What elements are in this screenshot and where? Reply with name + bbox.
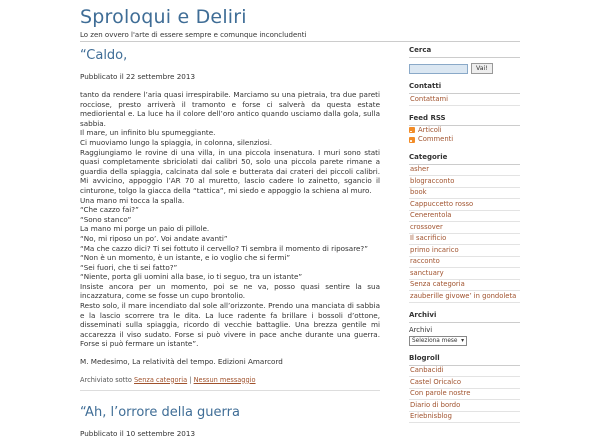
post-paragraph: “Niente, porta gli uomini alla base, io ti seguo, tra un istante” — [80, 272, 303, 282]
post-paragraph: La mano mi porge un paio di pillole. — [80, 224, 210, 234]
post-title[interactable]: “Caldo, — [80, 48, 128, 63]
meta-separator: | — [189, 375, 192, 384]
blogroll-list — [409, 366, 520, 424]
list-item[interactable]: Cappuccetto rosso — [409, 199, 520, 211]
post-paragraph: “Sei fuori, che ti sei fatto?” — [80, 262, 178, 272]
post-paragraph: Una mano mi tocca la spalla. — [80, 195, 185, 205]
categorie-list — [409, 165, 520, 303]
list-item[interactable]: primo incarico — [409, 245, 520, 257]
list-item[interactable]: racconto — [409, 257, 520, 269]
post-paragraph: Ci muoviamo lungo la spiaggia, in colonna, silenziosi. — [80, 137, 273, 147]
post-paragraph: tanto da rendere l’aria quasi irrespirabile. Marciamo su una pietraia, tra due pareti rocciose, presto arriverà il tramonto e forse ci salverà da questa estate medioriental e. La luce ha il colore dell’oro antico quando usciamo dalla gola, sulla sabbia. — [80, 90, 380, 128]
comments-link[interactable]: Nessun messaggio — [193, 375, 256, 384]
post-paragraph: Resto solo, il mare incendiato dal sole all’orizzonte. Prendo una manciata di sabbia e la lascio scorrere tra le dita. La luce radente fa brillare i bossoli d’ottone, disseminati sulla spiaggia, ricordo di vecchie battaglie. Una brezza gentile mi accarezza il viso sudato. Forse si può vivere in pace anche durante una guerra. Forse si può fermare un istante”. — [80, 301, 380, 349]
post-meta — [80, 376, 380, 391]
post-paragraph: “Sono stanco” — [80, 214, 132, 224]
archivi-select[interactable] — [409, 336, 467, 346]
feed-item[interactable] — [409, 126, 520, 136]
list-item[interactable]: Eriebnisblog — [409, 412, 520, 424]
post-date: Pubblicato il 10 settembre 2013 — [80, 428, 196, 438]
category-link[interactable]: Senza categoria — [134, 375, 188, 384]
list-item[interactable]: asher — [409, 165, 520, 177]
archivi-heading: Archivi — [409, 311, 520, 323]
list-item[interactable]: sanctuary — [409, 268, 520, 280]
list-item[interactable]: book — [409, 188, 520, 200]
blogroll-heading: Blogroll — [409, 354, 520, 366]
post-paragraph: Insiste ancora per un momento, poi se ne va, posso quasi sentire la sua incazzatura, come se fosse un cupo brontolio. — [80, 281, 380, 301]
chevron-down-icon: ▾ — [461, 337, 464, 344]
sidebar — [409, 46, 520, 423]
post-body — [80, 90, 380, 367]
contatti-list — [409, 94, 520, 106]
post-title[interactable]: “Ah, l’orrore della guerra — [80, 404, 240, 420]
search-heading: Cerca — [409, 46, 520, 58]
search-input[interactable] — [409, 64, 468, 74]
list-item[interactable]: Contattami — [409, 94, 520, 106]
search-form — [409, 63, 520, 74]
post-paragraph: Il mare, un infinito blu spumeggiante. — [80, 128, 216, 138]
post-paragraph: “Che cazzo fai?” — [80, 205, 139, 215]
post-paragraph: “Ma che cazzo dici? Ti sei fottuto il cervello? Ti sembra il momento di riposare?” — [80, 243, 368, 253]
post-date: Pubblicato il 22 settembre 2013 — [80, 72, 196, 81]
feed-item[interactable] — [409, 135, 520, 145]
site-title[interactable]: Sproloqui e Deliri — [80, 6, 247, 28]
post-paragraph: Raggiungiamo le rovine di una villa, in una piccola insenatura. I muri sono stati quasi completamente sbriciolati dai calibri 50, solo una piccola parete rimane a guardia della spiaggia, calcinata dal sole e butterata dai crateri dei piccoli calibri. Mi avvicino, appoggio l’AR 70 al muretto, lascio cadere lo zainetto, sgancio il cinturone, tolgo la giacca della “tattica”, mi siedo e appoggio la schiena al muro. — [80, 147, 380, 195]
list-item[interactable]: Senza categoria — [409, 280, 520, 292]
list-item[interactable]: Il sacrificio — [409, 234, 520, 246]
feed-list — [409, 126, 520, 145]
post-signature: M. Medesimo, La relatività del tempo. Edizioni Amarcord — [80, 357, 283, 367]
site-header — [80, 0, 520, 42]
list-item[interactable]: Canbacidi — [409, 366, 520, 378]
list-item[interactable]: zauberille givowe’ in gondoleta — [409, 291, 520, 303]
list-item[interactable]: crossover — [409, 222, 520, 234]
main-content — [80, 46, 380, 438]
list-item[interactable]: Diario di bordo — [409, 400, 520, 412]
meta-prefix: Archiviato sotto — [80, 375, 132, 384]
site-description: Lo zen ovvero l'arte di essere sempre e comunque inconcludenti — [80, 31, 307, 39]
list-item[interactable]: Con parole nostre — [409, 389, 520, 401]
list-item[interactable]: Castel Oricalco — [409, 377, 520, 389]
archivi-label: Archivi — [409, 325, 433, 334]
feed-label: Commenti — [418, 135, 454, 143]
archivi-select-value: Seleziona mese — [412, 337, 458, 344]
contatti-heading: Contatti — [409, 82, 520, 94]
categorie-heading: Categorie — [409, 153, 520, 165]
list-item[interactable]: Cenerentola — [409, 211, 520, 223]
list-item[interactable]: blogracconto — [409, 176, 520, 188]
search-button[interactable]: Vai! — [471, 63, 493, 74]
rss-icon — [409, 137, 415, 143]
post-paragraph: “Non è un momento, è un istante, e io voglio che si fermi” — [80, 253, 291, 263]
feed-label: Articoli — [418, 125, 442, 134]
post-paragraph: “No, mi riposo un po’. Voi andate avanti” — [80, 233, 228, 243]
rss-icon — [409, 127, 415, 133]
feed-heading: Feed RSS — [409, 114, 520, 126]
